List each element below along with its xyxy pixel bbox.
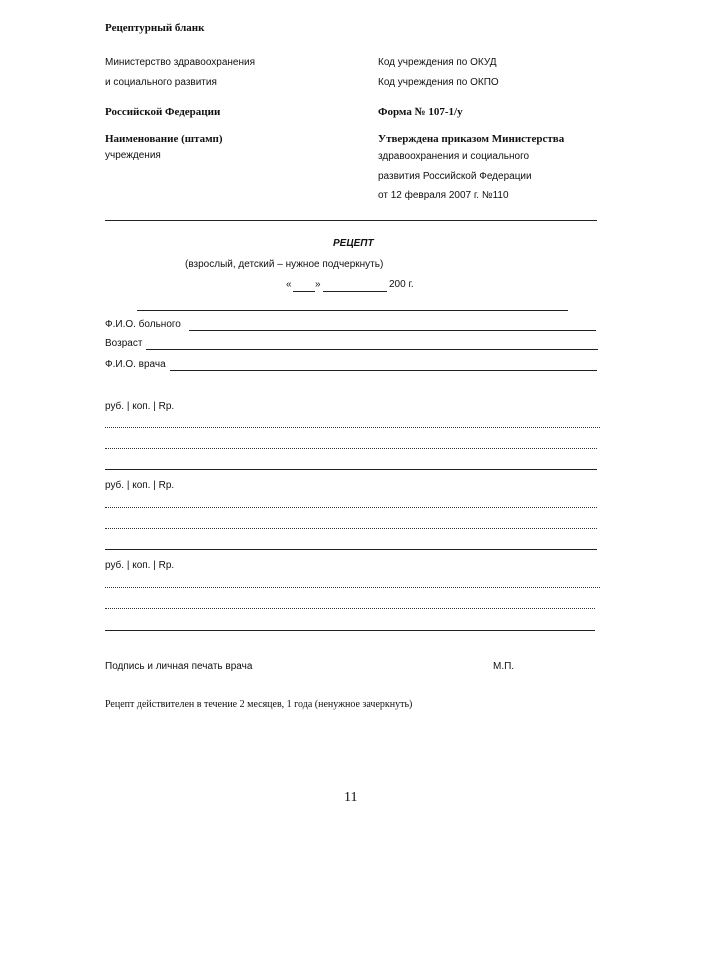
ministry-line-1: Министерство здравоохранения xyxy=(105,57,255,68)
recipe-title: РЕЦЕПТ xyxy=(333,238,374,249)
rp-block-divider xyxy=(105,469,597,470)
rp-block-divider xyxy=(105,630,595,631)
form-number: Форма № 107-1/у xyxy=(378,106,463,118)
age-label: Возраст xyxy=(105,338,143,349)
approval-line-3: развития Российской Федерации xyxy=(378,171,532,182)
date-month-line[interactable] xyxy=(323,291,387,292)
ministry-line-3: Российской Федерации xyxy=(105,106,221,118)
date-open-quote: « xyxy=(286,279,292,290)
rp-label: руб. | коп. | Rp. xyxy=(105,480,175,491)
date-close-quote: » xyxy=(315,279,321,290)
okpo-code-label: Код учреждения по ОКПО xyxy=(378,77,499,88)
header-divider xyxy=(105,220,597,221)
rp-dotted-line[interactable] xyxy=(105,608,595,609)
rp-dotted-line[interactable] xyxy=(105,448,597,449)
seal-label: М.П. xyxy=(493,661,515,672)
doctor-signature-label: Подпись и личная печать врача xyxy=(105,661,253,672)
institution-name-label: Наименование (штамп) xyxy=(105,133,223,145)
date-day-line[interactable] xyxy=(293,291,315,292)
approval-line-2: здравоохранения и социального xyxy=(378,151,530,162)
age-line[interactable] xyxy=(146,349,598,350)
validity-note: Рецепт действителен в течение 2 месяцев, 1 года (ненужное зачеркнуть) xyxy=(105,699,413,710)
doctor-name-line[interactable] xyxy=(170,370,597,371)
rp-dotted-line[interactable] xyxy=(105,528,597,529)
rp-dotted-line[interactable] xyxy=(105,587,600,588)
rp-label: руб. | коп. | Rp. xyxy=(105,560,175,571)
recipe-subtitle: (взрослый, детский – нужное подчеркнуть) xyxy=(185,259,384,270)
rp-label: руб. | коп. | Rp. xyxy=(105,401,175,412)
form-title: Рецептурный бланк xyxy=(105,22,205,34)
rp-block-divider xyxy=(105,549,597,550)
patient-name-line[interactable] xyxy=(189,330,596,331)
rp-dotted-line[interactable] xyxy=(105,507,597,508)
ministry-line-2: и социального развития xyxy=(105,77,217,88)
okud-code-label: Код учреждения по ОКУД xyxy=(378,57,497,68)
date-year: 200 г. xyxy=(389,279,414,290)
date-divider xyxy=(137,310,568,311)
approval-line-4: от 12 февраля 2007 г. №110 xyxy=(378,190,509,201)
patient-name-label: Ф.И.О. больного xyxy=(105,319,181,330)
approval-line-1: Утверждена приказом Министерства xyxy=(378,133,565,145)
doctor-name-label: Ф.И.О. врача xyxy=(105,359,166,370)
rp-dotted-line[interactable] xyxy=(105,427,600,428)
page-number: 11 xyxy=(344,790,358,805)
institution-sub-label: учреждения xyxy=(105,150,161,161)
